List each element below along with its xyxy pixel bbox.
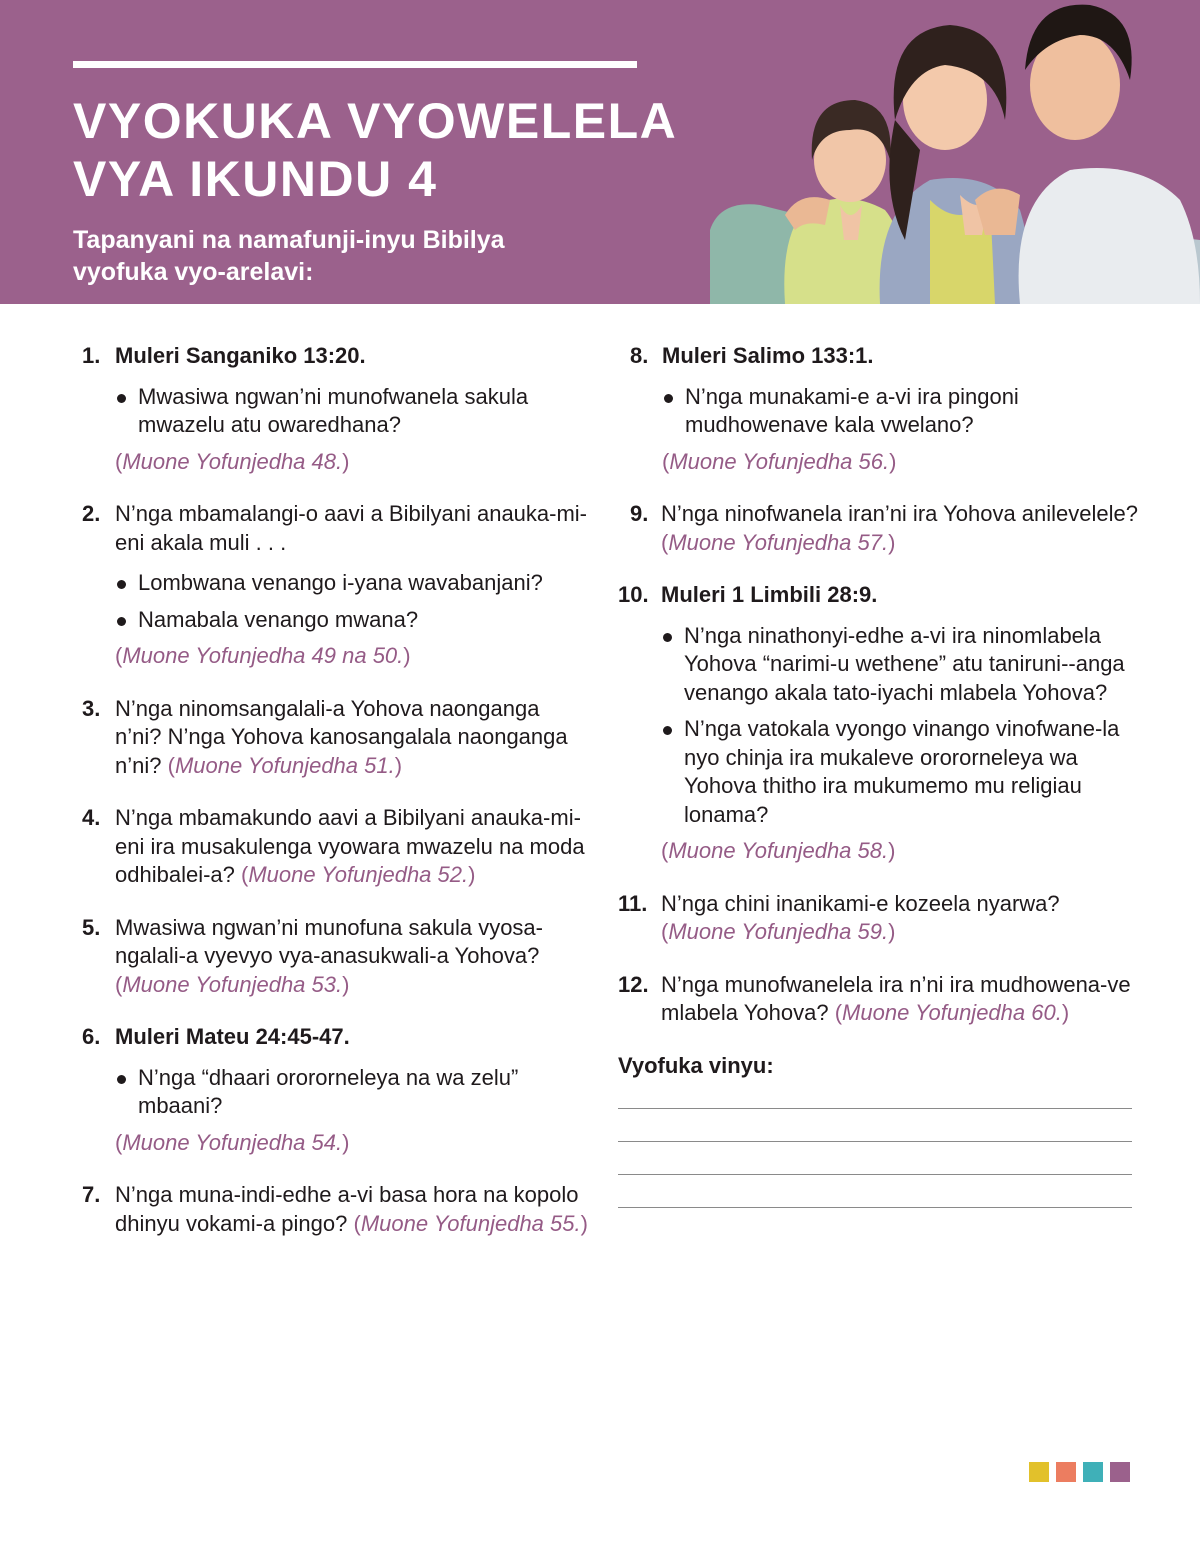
note-writing-line[interactable] xyxy=(618,1108,1132,1109)
reference-text: Muone Yofunjedha 57. xyxy=(668,529,889,555)
question-text: N’nga ninomsangalali-a Yohova naonganga n’ni? N’nga Yohova kanosangalala naonganga n’ni? xyxy=(115,695,568,778)
question-heading: Muleri 1 Limbili 28:9. xyxy=(661,582,878,607)
orange-square xyxy=(1056,1462,1076,1482)
question-number: 8. xyxy=(630,343,649,368)
subtitle-line-2: vyofuka vyo-arelavi: xyxy=(73,258,314,286)
question-number: 4. xyxy=(82,805,101,830)
bullet-item: N’nga “dhaari orororneleya na wa zelu” mbaani? xyxy=(115,1064,592,1121)
reference-text: Muone Yofunjedha 59. xyxy=(668,919,889,944)
question-heading: N’nga mbamalangi-o aavi a Bibilyani anauka-mi-eni akala muli . . . xyxy=(115,501,588,555)
title-line-1: VYOKUKA VYOWELELA xyxy=(73,93,678,149)
bullet-item: Namabala venango mwana? xyxy=(115,606,592,635)
bullet-item: Lombwana venango i-yana wavabanjani? xyxy=(115,569,592,598)
reference-text: Muone Yofunjedha 52. xyxy=(248,862,469,887)
question-text: Mwasiwa ngwan’ni munofuna sakula vyosa-ngalali-a vyevyo vya-anasukwali-a Yohova? xyxy=(115,914,543,968)
subtitle-line-1: Tapanyani na namafunji-inyu Bibilya xyxy=(73,226,505,254)
question-text: N’nga chini inanikami-e kozeela nyarwa? xyxy=(661,890,1060,916)
reference-text: Muone Yofunjedha 55. xyxy=(360,1210,581,1236)
question-number: 6. xyxy=(82,1024,101,1049)
question-heading: Muleri Sanganiko 13:20. xyxy=(115,343,366,368)
question-number: 10. xyxy=(618,582,649,607)
reference-text: Muone Yofunjedha 58. xyxy=(668,838,889,863)
question-9: 9. N’nga ninofwanela iran’ni ira Yohova anilevelele? (Muone Yofunjedha 57.) xyxy=(630,501,1139,555)
reference-text: Muone Yofunjedha 54. xyxy=(122,1129,343,1155)
note-writing-line[interactable] xyxy=(618,1207,1132,1208)
yellow-square xyxy=(1029,1462,1049,1482)
question-number: 5. xyxy=(82,914,101,940)
question-bullets xyxy=(661,622,1138,830)
questions-right-column xyxy=(618,342,1138,1208)
question-number: 9. xyxy=(630,501,649,526)
reference: (Muone Yofunjedha 56.) xyxy=(662,448,897,474)
reference-text: Muone Yofunjedha 56. xyxy=(669,448,890,474)
question-1 xyxy=(82,342,592,476)
question-11: 11. N’nga chini inanikami-e kozeela nyarwa? (Muone Yofunjedha 59.) xyxy=(618,890,1060,944)
teal-square xyxy=(1083,1462,1103,1482)
notes-label: Vyofuka vinyu: xyxy=(618,1052,774,1078)
purple-square xyxy=(1110,1462,1130,1482)
question-text: N’nga ninofwanela iran’ni ira Yohova anilevelele? xyxy=(661,501,1139,526)
reference-text: Muone Yofunjedha 48. xyxy=(122,448,343,474)
question-10 xyxy=(618,581,1138,866)
question-bullets xyxy=(662,383,1138,440)
color-squares-decoration xyxy=(1029,1462,1130,1482)
bullet-item: N’nga ninathonyi-edhe a-vi ira ninomlabela Yohova “narimi-u wethene” atu taniruni--anga venango akala tato-iyachi mlabela Yohova? xyxy=(661,622,1138,708)
question-2 xyxy=(82,500,592,671)
question-number: 7. xyxy=(82,1182,101,1207)
note-writing-line[interactable] xyxy=(618,1174,1132,1175)
reference: (Muone Yofunjedha 49 na 50.) xyxy=(115,643,411,668)
question-bullets xyxy=(115,1064,592,1121)
questions-left-column xyxy=(82,342,592,1262)
question-number: 11. xyxy=(618,890,648,916)
page-title xyxy=(73,92,713,208)
question-3: 3. N’nga ninomsangalali-a Yohova naonganga n’ni? N’nga Yohova kanosangalala naonganga n’ni? (Muone Yofunjedha 51.) xyxy=(82,695,568,778)
question-number: 1. xyxy=(82,343,101,368)
page-subtitle xyxy=(73,224,633,288)
question-7: 7. N’nga muna-indi-edhe a-vi basa hora na kopolo dhinyu vokami-a pingo? (Muone Yofunjedha 55.) xyxy=(82,1182,588,1236)
question-number: 12. xyxy=(618,971,649,997)
question-bullets xyxy=(115,383,592,440)
question-text: N’nga mbamakundo aavi a Bibilyani anauka-mi-eni ira musakulenga vyowara mwazelu na moda odhibalei-a? xyxy=(115,805,585,887)
question-number: 2. xyxy=(82,501,101,526)
question-5: 5. Mwasiwa ngwan’ni munofuna sakula vyosa-ngalali-a vyevyo vya-anasukwali-a Yohova? (Muone Yofunjedha 53.) xyxy=(82,914,543,997)
question-text: N’nga munofwanelela ira n’ni ira mudhowena-ve mlabela Yohova? xyxy=(661,971,1131,1025)
reference: (Muone Yofunjedha 54.) xyxy=(115,1129,350,1155)
question-heading: Muleri Mateu 24:45-47. xyxy=(115,1024,350,1049)
question-12: 12. N’nga munofwanelela ira n’ni ira mudhowena-ve mlabela Yohova? (Muone Yofunjedha 60.) xyxy=(618,971,1131,1025)
reference-text: Muone Yofunjedha 51. xyxy=(174,752,395,778)
bullet-item: N’nga vatokala vyongo vinango vinofwane-la nyo chinja ira mukaleve orororneleya wa Yohova thitho ira mukumemo mu religiau lonama? xyxy=(661,715,1138,829)
reference-text: Muone Yofunjedha 60. xyxy=(842,1000,1062,1025)
question-4: 4. N’nga mbamakundo aavi a Bibilyani anauka-mi-eni ira musakulenga vyowara mwazelu na moda odhibalei-a? (Muone Yofunjedha 52.) xyxy=(82,805,585,887)
reference: (Muone Yofunjedha 58.) xyxy=(661,838,896,863)
reference-text: Muone Yofunjedha 49 na 50. xyxy=(122,643,404,668)
bullet-item: N’nga munakami-e a-vi ira pingoni mudhowenave kala vwelano? xyxy=(662,383,1138,440)
reference: (Muone Yofunjedha 48.) xyxy=(115,448,350,474)
question-8 xyxy=(618,342,1138,476)
reference-text: Muone Yofunjedha 53. xyxy=(122,971,343,997)
question-bullets xyxy=(115,569,592,634)
title-line-2: VYA IKUNDU 4 xyxy=(73,151,438,207)
family-praying-illustration xyxy=(690,0,1200,304)
header-banner xyxy=(0,0,1200,304)
note-writing-line[interactable] xyxy=(618,1141,1132,1142)
question-text: N’nga muna-indi-edhe a-vi basa hora na kopolo dhinyu vokami-a pingo? xyxy=(115,1182,579,1236)
header-rule xyxy=(73,61,637,68)
question-heading: Muleri Salimo 133:1. xyxy=(662,343,874,368)
question-6 xyxy=(82,1023,592,1157)
bullet-item: Mwasiwa ngwan’ni munofwanela sakula mwazelu atu owaredhana? xyxy=(115,383,592,440)
question-number: 3. xyxy=(82,695,101,721)
